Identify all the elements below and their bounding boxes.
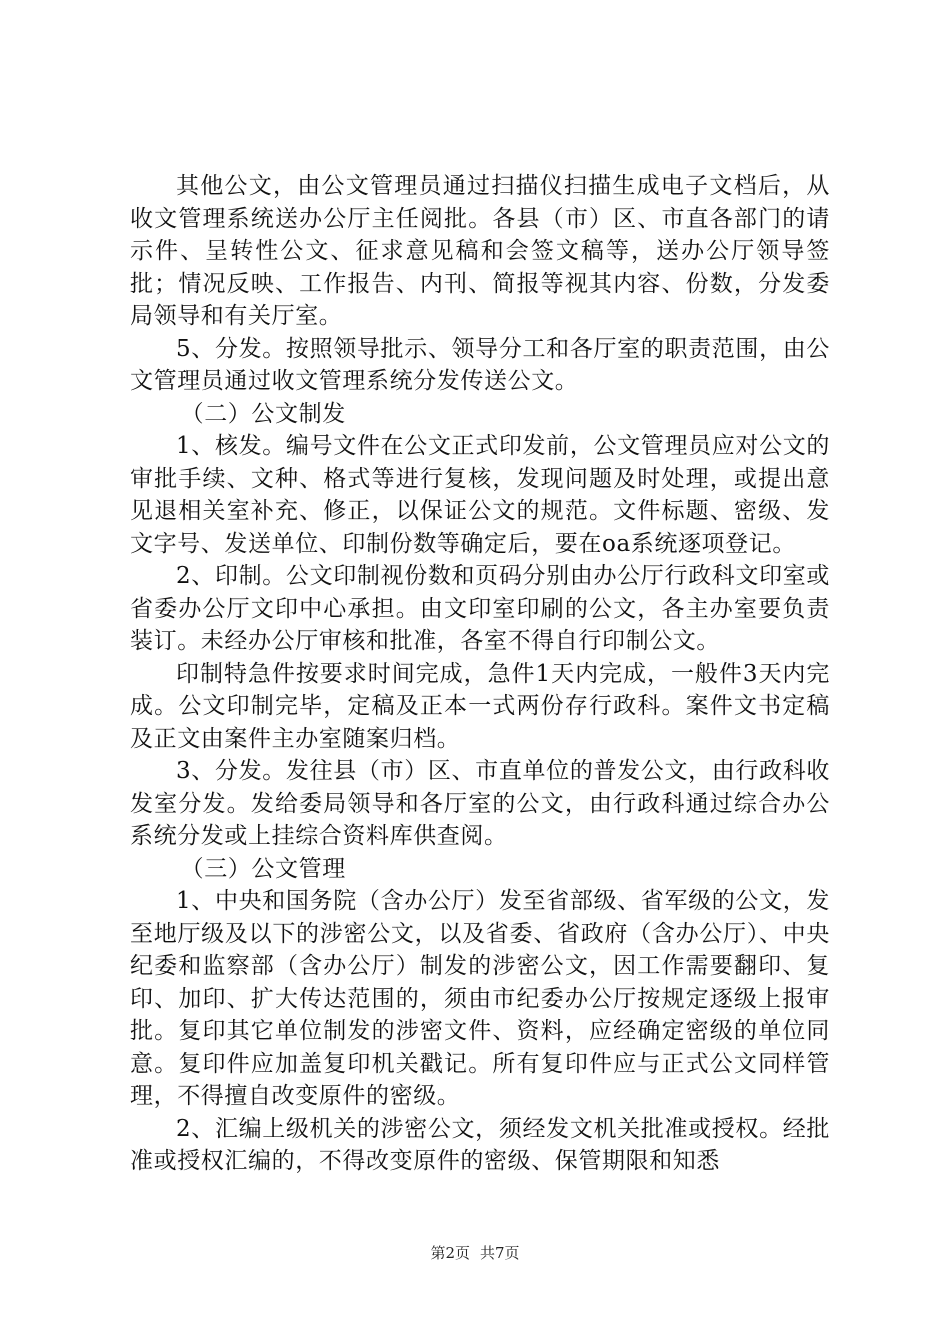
paragraph: 5、分发。按照领导批示、领导分工和各厅室的职责范围，由公文管理员通过收文管理系统分发传送公文。	[130, 335, 830, 394]
page-footer	[0, 1242, 950, 1263]
paragraph: 其他公文，由公文管理员通过扫描仪扫描生成电子文档后，从收文管理系统送办公厅主任阅批。各县（市）区、市直各部门的请示件、呈转性公文、征求意见稿和会签文稿等，送办公厅领导签批；情况反映、工作报告、内刊、简报等视其内容、份数，分发委局领导和有关厅室。	[130, 173, 830, 329]
paragraph: 2、印制。公文印制视份数和页码分别由办公厅行政科文印室或省委办公厅文印中心承担。由文印室印刷的公文，各主办室要负责装订。未经办公厅审核和批准，各室不得自行印制公文。	[130, 563, 830, 654]
paragraph: 印制特急件按要求时间完成，急件1天内完成，一般件3天内完成。公文印制完毕，定稿及正本一式两份存行政科。案件文书定稿及正文由案件主办室随案归档。	[130, 660, 830, 752]
paragraph: 1、核发。编号文件在公文正式印发前，公文管理员应对公文的审批手续、文种、格式等进行复核，发现问题及时处理，或提出意见退相关室补充、修正，以保证公文的规范。文件标题、密级、发文字号、发送单位、印制份数等确定后，要在oa系统逐项登记。	[130, 433, 830, 557]
paragraph: 2、汇编上级机关的涉密公文，须经发文机关批准或授权。经批准或授权汇编的，不得改变原件的密级、保管期限和知悉	[130, 1115, 830, 1174]
document-body	[130, 170, 830, 1178]
paragraph: 3、分发。发往县（市）区、市直单位的普发公文，由行政科收发室分发。发给委局领导和各厅室的公文，由行政科通过综合办公系统分发或上挂综合资料库供查阅。	[130, 758, 830, 849]
page-total: 共7页	[480, 1244, 520, 1262]
section-heading: （三）公文管理	[180, 855, 346, 882]
section-heading: （二）公文制发	[180, 400, 346, 427]
page-number: 第2页	[430, 1244, 470, 1262]
paragraph: 1、中央和国务院（含办公厅）发至省部级、省军级的公文，发至地厅级及以下的涉密公文，以及省委、省政府（含办公厅）、中央纪委和监察部（含办公厅）制发的涉密公文，因工作需要翻印、复印、加印、扩大传达范围的，须由市纪委办公厅按规定逐级上报审批。复印其它单位制发的涉密文件、资料，应经确定密级的单位同意。复印件应加盖复印机关戳记。所有复印件应与正式公文同样管理，不得擅自改变原件的密级。	[130, 888, 830, 1109]
